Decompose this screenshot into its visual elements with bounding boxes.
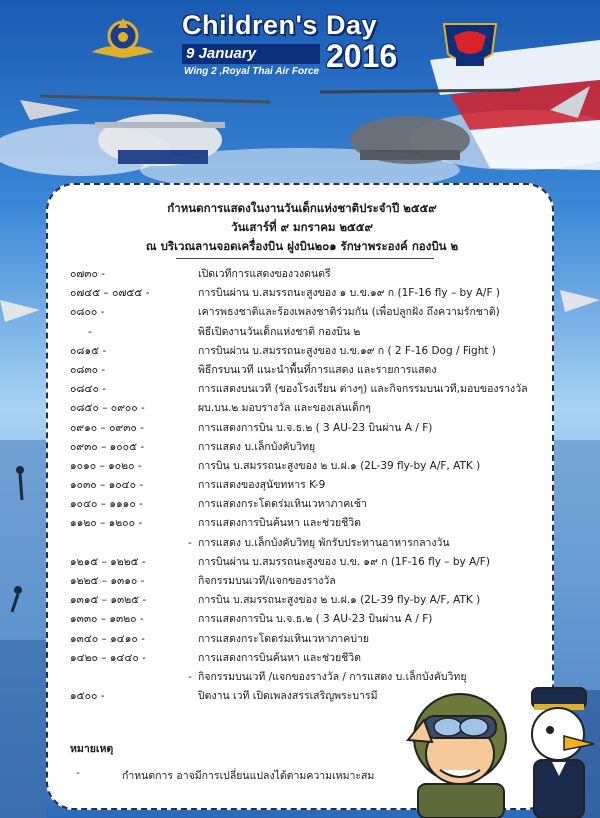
row-desc: การแสดงการบิน บ.จ.ธ.๒ ( 3 AU-23 บินผ่าน A / F)	[198, 421, 433, 434]
rtaf-wings-emblem-icon	[90, 12, 156, 74]
schedule-row	[48, 591, 556, 610]
note-bullet: -	[76, 767, 80, 779]
row-desc: การบินผ่าน บ.สมรรถนะสูงของ บ.ข.๑๙ ก ( 2 F-16 Dog / Fight )	[198, 344, 496, 357]
schedule-row	[48, 610, 556, 629]
schedule-row	[48, 303, 556, 322]
note-text: กำหนดการ อาจมีการเปลี่ยนแปลงได้ตามความเหมาะสม	[122, 770, 375, 782]
row-time: -	[188, 670, 192, 683]
schedule-row	[48, 553, 556, 572]
row-time: ๐๙๑๐ – ๐๙๓๐ -	[70, 421, 144, 434]
event-date: 9 January	[182, 44, 320, 64]
row-desc: การบิน บ.สมรรถนะสูงของ ๒ บ.ฝ.๑ (2L-39 fly-by A/F, ATK )	[198, 594, 481, 607]
schedule-row	[48, 476, 556, 495]
schedule-row	[48, 284, 556, 303]
heading-divider	[176, 258, 434, 259]
row-desc: เปิดเวทีการแสดงของวงดนตรี	[198, 268, 331, 280]
wing-badge-icon	[440, 18, 500, 70]
row-time: ๐๘๕๐ – ๐๙๐๐ -	[70, 402, 145, 415]
schedule-row	[48, 342, 556, 361]
row-desc: การแสดงกระโดดร่มเหินเวหาภาคบ่าย	[198, 632, 370, 645]
row-desc: ปิดงาน เวที เปิดเพลงสรรเสริญพระบารมี	[198, 690, 378, 703]
row-desc: การบิน บ.สมรรถนะสูงของ ๒ บ.ฝ.๑ (2L-39 fly-by A/F, ATK )	[198, 459, 481, 472]
note-title: หมายเหตุ	[70, 743, 114, 755]
heading-line-2: วันเสาร์ที่ ๙ มกราคม ๒๕๕๙	[231, 220, 373, 234]
row-desc: การแสดงการบินค้นหา และช่วยชีวิต	[198, 651, 361, 664]
event-year: 2016	[326, 38, 398, 74]
row-time: ๐๘๑๕ -	[70, 344, 107, 357]
schedule-heading	[48, 199, 556, 256]
row-desc: การแสดงการบิน บ.จ.ธ.๒ ( 3 AU-23 บินผ่าน A / F)	[198, 613, 433, 626]
row-time: ๑๒๒๕ – ๑๓๑๐ -	[70, 575, 145, 587]
row-desc: การบินผ่าน บ.สมรรถนะสูงของ บ.ข. ๑๙ ก (1F-16 fly – by A/F)	[198, 555, 490, 568]
heading-line-1: กำหนดการแสดงในงานวันเด็กแห่งชาติประจำปี ๒๕๕๙	[167, 201, 437, 215]
row-desc: เคารพธงชาติและร้องเพลงชาติร่วมกัน (เพื่อปลูกฝัง ถึงความรักชาติ)	[198, 306, 500, 319]
row-desc: การแสดงบนเวที (ของโรงเรียน ต่างๆ) และกิจกรรมบนเวที,มอบของรางวัล	[198, 383, 528, 396]
pilot-mascots-illustration	[388, 680, 600, 818]
row-desc: พิธีเปิดงานวันเด็กแห่งชาติ กองบิน ๒	[198, 325, 361, 338]
event-title: Children's Day	[182, 10, 377, 40]
schedule-row	[48, 457, 556, 476]
row-desc: การแสดงกระโดดร่มเหินเวหาภาคเช้า	[198, 498, 367, 511]
schedule-row	[48, 495, 556, 514]
row-time: ๑๒๑๕ – ๑๒๒๕ -	[70, 555, 146, 568]
heading-line-3: ณ บริเวณลานจอดเครื่องบิน ฝูงบิน๒๐๑ รักษาพระองค์ กองบิน ๒	[145, 239, 459, 253]
schedule-row	[48, 438, 556, 457]
row-time: -	[88, 325, 92, 338]
row-time: ๑๐๔๐ – ๑๑๑๐ -	[70, 498, 143, 511]
schedule-row	[48, 649, 556, 668]
schedule-row	[48, 630, 556, 649]
schedule-row	[48, 572, 556, 591]
row-time: ๐๗๔๕ – ๐๗๕๕ -	[70, 287, 150, 300]
row-desc: ผบ.บน.๒ มอบรางวัล และของเล่นเด็กๆ	[198, 402, 371, 415]
organizer-subtitle: Wing 2 ,Royal Thai Air Force	[184, 66, 320, 77]
row-time: ๐๘๔๐ -	[70, 383, 106, 396]
header-banner	[0, 0, 600, 190]
row-desc: การแสดง บ.เล็กบังคับวิทยุ พักรับประทานอาหารกลางวัน	[198, 536, 450, 549]
row-desc: กิจกรรมบนเวที/แจกของรางวัล	[198, 575, 336, 587]
schedule-row	[48, 380, 556, 399]
row-time: ๑๑๒๐ – ๑๒๐๐ -	[70, 517, 143, 530]
row-time: ๐๙๓๐ – ๑๐๐๕ -	[70, 440, 145, 453]
schedule-row	[48, 399, 556, 418]
row-time: -	[188, 536, 192, 549]
row-time: ๑๔๒๐ – ๑๔๔๐ -	[70, 651, 146, 664]
event-title-block	[182, 10, 432, 80]
schedule-list	[48, 265, 556, 706]
row-desc: การแสดงการบินค้นหา และช่วยชีวิต	[198, 517, 361, 530]
row-desc: การบินผ่าน บ.สมรรถนะสูงของ ๑ บ.ข.๑๙ ก (1F-16 fly – by A/F )	[198, 287, 500, 300]
row-time: ๑๓๑๕ – ๑๓๒๕ -	[70, 594, 147, 607]
row-time: ๑๐๑๐ – ๑๐๒๐ -	[70, 459, 142, 472]
schedule-row	[48, 361, 556, 380]
row-time: ๑๐๓๐ – ๑๐๔๐ -	[70, 479, 144, 492]
schedule-row	[48, 534, 556, 553]
schedule-row	[48, 265, 556, 284]
row-desc: การแสดงของสุนัขทหาร K-9	[198, 479, 326, 492]
schedule-row	[48, 514, 556, 533]
row-time: ๐๘๓๐ -	[70, 363, 106, 376]
row-time: ๐๗๓๐ -	[70, 268, 106, 280]
row-time: ๐๘๐๐ -	[70, 306, 105, 319]
row-time: ๑๕๐๐ -	[70, 690, 105, 703]
row-desc: กิจกรรมบนเวที /แจกของรางวัล / การแสดง บ.เล็กบังคับวิทยุ	[198, 670, 467, 683]
schedule-row	[48, 323, 556, 342]
row-desc: การแสดง บ.เล็กบังคับวิทยุ	[198, 440, 316, 453]
row-time: ๑๓๓๐ – ๑๓๒๐ -	[70, 613, 144, 626]
row-time: ๑๓๔๐ – ๑๔๑๐ -	[70, 632, 145, 645]
schedule-row	[48, 419, 556, 438]
row-desc: พิธีกรบนเวที แนะนำพื้นที่การแสดง และรายการแสดง	[198, 363, 437, 376]
